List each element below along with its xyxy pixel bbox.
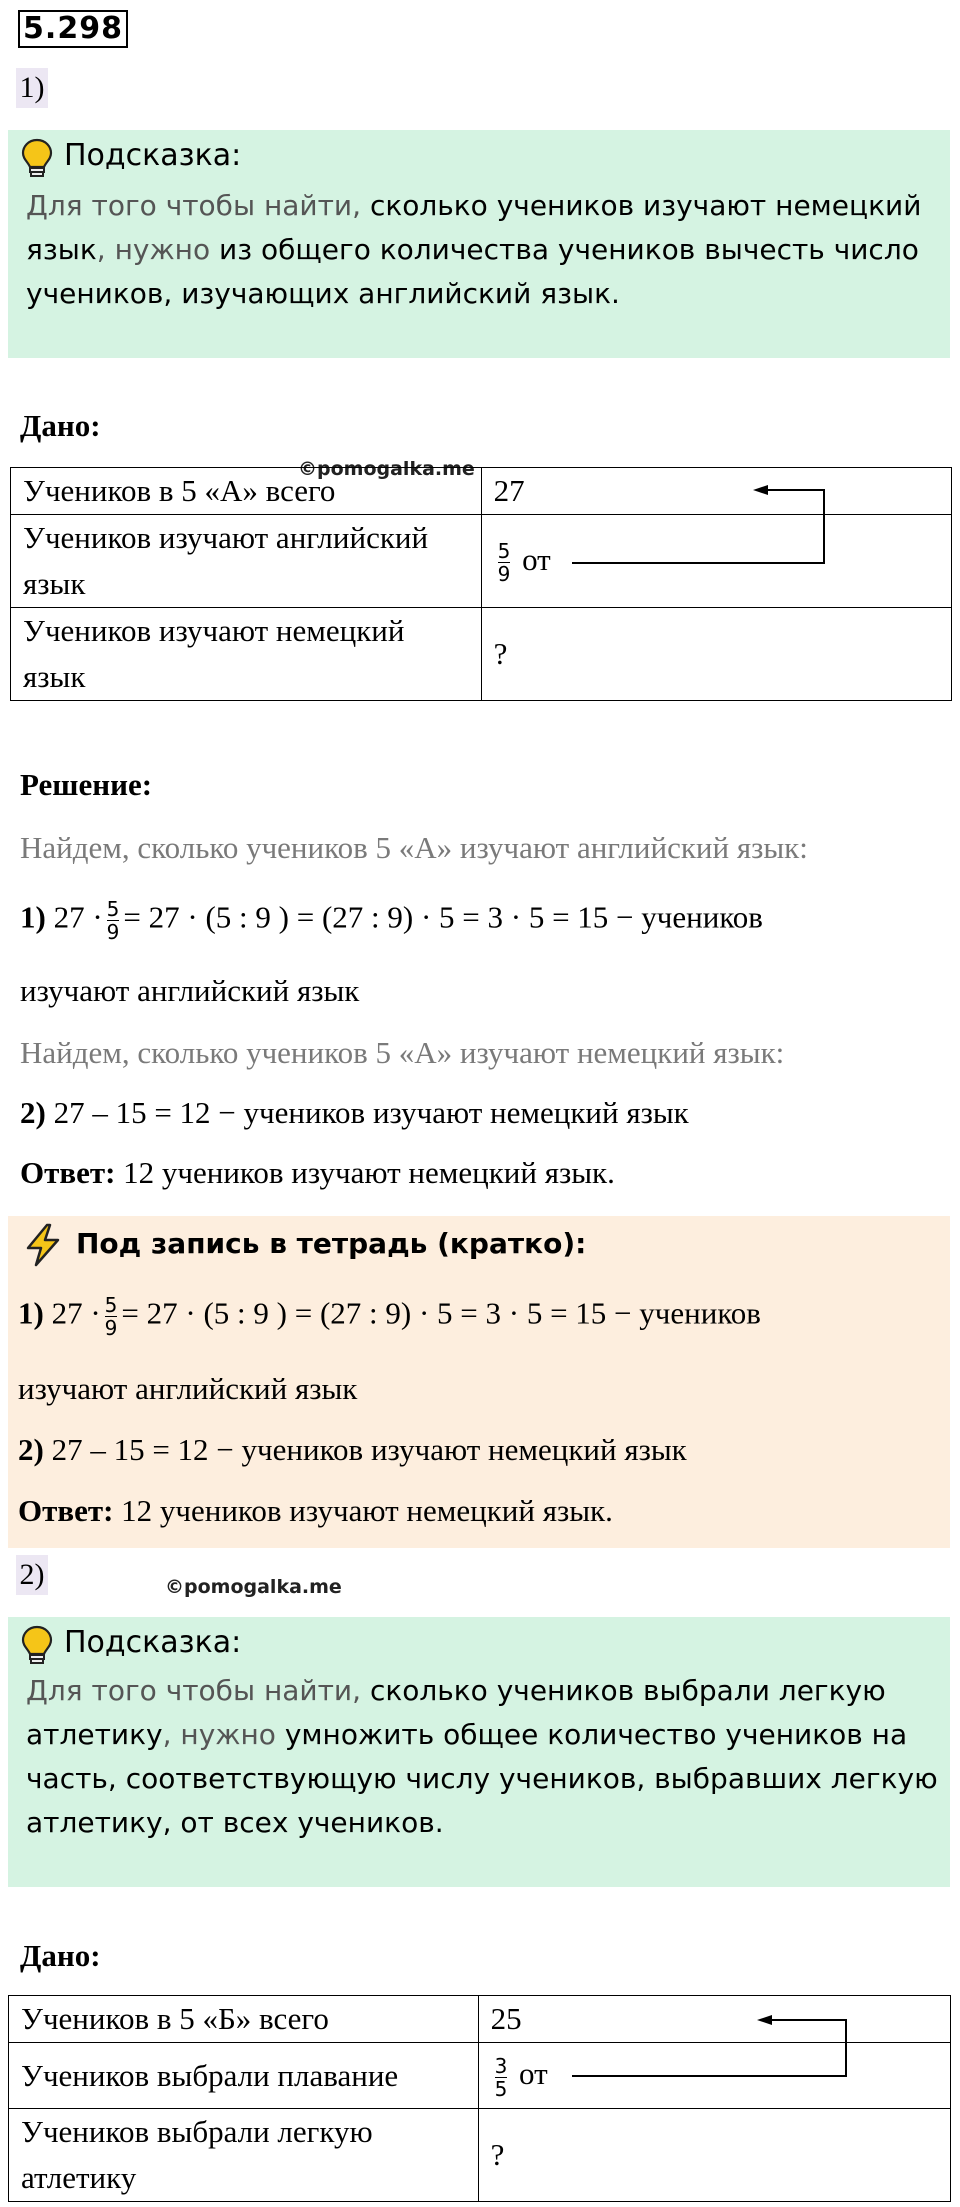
table-row (9, 2109, 951, 2202)
fraction-numerator: 5 (106, 897, 120, 921)
given-label: Дано: (20, 408, 101, 443)
step-number: 1) (20, 899, 46, 935)
fraction (105, 1294, 118, 1339)
fraction-of: от (522, 541, 551, 577)
hint-box-2 (8, 1617, 950, 1887)
fraction-numerator: 5 (497, 539, 511, 564)
table-cell-value: ? (481, 608, 951, 701)
note-step-1-continuation: изучают английский язык (18, 1371, 358, 1406)
lightbulb-icon (20, 138, 54, 180)
fraction-numerator: 5 (104, 1293, 118, 1317)
hint-text-emphasis: из общего количества учеников вычесть число учеников, изучающих английский язык. (26, 233, 919, 310)
answer-text: 12 учеников изучают немецкий язык. (123, 1155, 615, 1190)
fraction-denominator: 9 (106, 920, 120, 944)
fraction-denominator: 9 (497, 562, 511, 587)
table-cell-label: Учеников выбрали плавание (9, 2043, 479, 2109)
table-cell-label: Учеников в 5 «А» всего (11, 468, 482, 515)
watermark: ©pomogalka.me (298, 458, 475, 480)
arrow-icon (560, 2000, 860, 2090)
fraction (107, 898, 120, 943)
step-2-line (20, 1095, 689, 1131)
table-cell-value: 25 (478, 1996, 950, 2043)
hint-text (26, 184, 946, 316)
step-number: 1) (18, 1295, 44, 1331)
hint-text-emphasis: сколько учеников выбрали легкую атлетику (26, 1674, 886, 1751)
note-answer-line (18, 1493, 613, 1529)
hint-text-part: Для того чтобы найти, (26, 1674, 370, 1707)
table-cell-value: 27 (481, 468, 951, 515)
step-number: 2) (20, 1095, 46, 1130)
step-1-continuation: изучают английский язык (20, 973, 360, 1008)
fraction (498, 540, 511, 585)
step-text: = 27 · (5 : 9 ) = (27 : 9) · 5 = 3 · 5 = 15 − учеников (123, 899, 763, 935)
notebook-box (8, 1216, 950, 1548)
table-row (11, 608, 952, 701)
step-text: 27 – 15 = 12 − учеников изучают немецкий язык (53, 1095, 689, 1130)
notebook-title: Под запись в тетрадь (кратко): (76, 1227, 587, 1260)
step-1-intro: Найдем, сколько учеников 5 «А» изучают английский язык: (20, 830, 808, 865)
solution-label: Решение: (20, 767, 153, 802)
fraction-denominator: 5 (494, 2076, 508, 2101)
step-text: 27 – 15 = 12 − учеников изучают немецкий язык (51, 1432, 687, 1467)
step-text: 27 · (53, 899, 103, 935)
answer-label: Ответ: (20, 1155, 116, 1190)
watermark: ©pomogalka.me (165, 1576, 342, 1598)
step-text: 27 · (51, 1295, 101, 1331)
table-cell-label: Учеников выбрали легкую атлетику (9, 2109, 479, 2202)
hint-box-1 (8, 130, 950, 358)
fraction-denominator: 9 (104, 1316, 118, 1340)
hint-title: Подсказка: (64, 138, 242, 173)
hint-text-emphasis: умножить общее количество учеников на часть, соответствующую числу учеников, выбравших легкую атлетику, от всех учеников. (26, 1718, 938, 1839)
step-1-line (20, 898, 763, 943)
lightning-icon (20, 1222, 66, 1268)
table-cell-label: Учеников в 5 «Б» всего (9, 1996, 479, 2043)
hint-text-part: , нужно (162, 1718, 285, 1751)
fraction (495, 2055, 508, 2100)
step-2-intro: Найдем, сколько учеников 5 «А» изучают немецкий язык: (20, 1035, 785, 1070)
hint-text-part: , нужно (96, 233, 220, 266)
hint-text-part: Для того чтобы найти, (26, 189, 370, 222)
hint-text-emphasis: сколько учеников изучают немецкий язык (26, 189, 922, 266)
part-2-label: 2) (16, 1555, 48, 1595)
note-step-2-line (18, 1432, 687, 1468)
table-cell-value: ? (478, 2109, 950, 2202)
table-cell-label: Учеников изучают немецкий язык (11, 608, 482, 701)
hint-title: Подсказка: (64, 1625, 242, 1660)
answer-text: 12 учеников изучают немецкий язык. (121, 1493, 613, 1528)
hint-text (26, 1669, 946, 1845)
given-label: Дано: (20, 1938, 101, 1973)
lightbulb-icon (20, 1625, 54, 1667)
step-text: = 27 · (5 : 9 ) = (27 : 9) · 5 = 3 · 5 = 15 − учеников (121, 1295, 761, 1331)
task-number: 5.298 (18, 10, 128, 48)
note-step-1-line (18, 1294, 761, 1339)
answer-label: Ответ: (18, 1493, 114, 1528)
arrow-icon (560, 470, 840, 570)
part-1-label: 1) (16, 68, 48, 108)
fraction-of: от (519, 2056, 548, 2092)
table-cell-label: Учеников изучают английский язык (11, 515, 482, 608)
step-number: 2) (18, 1432, 44, 1467)
fraction-numerator: 3 (494, 2053, 508, 2078)
answer-line (20, 1155, 615, 1191)
